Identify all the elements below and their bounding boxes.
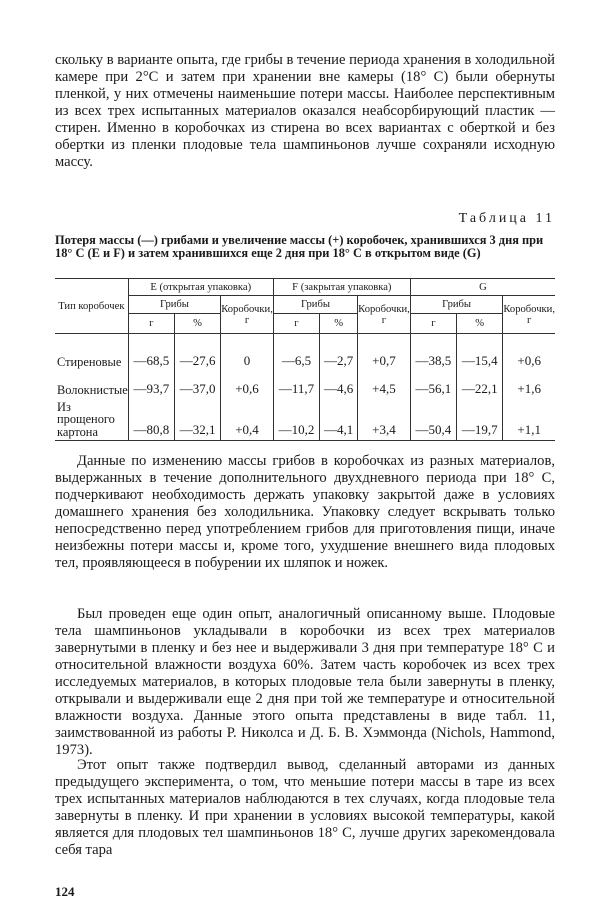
header-g-mushrooms: Грибы [410, 296, 503, 314]
cell-f-pct: —4,1 [320, 399, 358, 441]
cell-e-g: —68,5 [128, 334, 174, 371]
paragraph-1: скольку в варианте опыта, где грибы в течение периода хранения в холодильной камере при 2°С и затем при хранении вне камеры (18° С) были обернуты пленкой, у них отмечены наименьшие потери массы. Наиболее перспективным из всех трех испытанных материалов оказался неабсорбирующий пластик — стирен. Именно в коробочках из стирена во всех вариантах с оберткой и без обертки из пленки плодовые тела шампиньонов лучше сохраняли исходную массу. [55, 52, 555, 170]
header-group-e: Е (открытая упаковка) [128, 279, 273, 296]
cell-e-box: +0,6 [221, 371, 274, 399]
cell-g-pct: —22,1 [457, 371, 503, 399]
header-group-g: G [410, 279, 555, 296]
header-e-boxes: Коробочки, г [221, 296, 274, 334]
cell-f-g: —6,5 [273, 334, 319, 371]
cell-e-g: —93,7 [128, 371, 174, 399]
header-group-f: F (закрытая упаковка) [273, 279, 410, 296]
row-type: Волокнистые [57, 383, 128, 397]
header-f-mushrooms: Грибы [273, 296, 357, 314]
cell-e-pct: —32,1 [174, 399, 220, 441]
page-number: 124 [55, 884, 75, 899]
data-table [55, 278, 555, 441]
header-f-boxes: Коробочки, г [358, 296, 411, 334]
row-type: Из прощеного картона [55, 399, 128, 441]
header-e-mushrooms: Грибы [128, 296, 221, 314]
header-g-unit-g: г [410, 314, 456, 334]
cell-e-pct: —37,0 [174, 371, 220, 399]
cell-g-g: —38,5 [410, 334, 456, 371]
cell-f-pct: —2,7 [320, 334, 358, 371]
cell-g-g: —50,4 [410, 399, 456, 441]
cell-e-g: —80,8 [128, 399, 174, 441]
table-caption: Потеря массы (—) грибами и увеличение массы (+) коробочек, хранившихся 3 дня при 18° С (Е и F) и затем хранившихся еще 2 дня при 18° С в открытом виде (G) [55, 233, 544, 260]
cell-g-box: +0,6 [503, 334, 555, 371]
cell-e-pct: —27,6 [174, 334, 220, 371]
table-row [55, 371, 555, 399]
cell-f-g: —11,7 [273, 371, 319, 399]
paragraph-2: Данные по изменению массы грибов в коробочках из разных материалов, выдержанных в течение дополнительного двухдневного периода при 18° С, подчеркивают необходимость держать упаковку закрытой даже в условиях домашнего хранения без холодильника. Упаковку следует вскрывать только непосредственно перед употреблением грибов для приготовления пищи, иначе неизбежны потери массы и, кроме того, ухудшение внешнего вида плодовых тел, проявляющееся в побурении их шляпок и ножек. [55, 453, 555, 571]
row-type: Стиреновые [57, 355, 122, 369]
cell-e-box: +0,4 [221, 399, 274, 441]
cell-f-box: +0,7 [358, 334, 411, 371]
header-f-unit-pct: % [320, 314, 358, 334]
cell-g-pct: —15,4 [457, 334, 503, 371]
paragraph-4: Этот опыт также подтвердил вывод, сделанный авторами из данных предыдущего эксперимента, о том, что меньшие потери массы в таре из всех трех испытанных материалов наблюдаются в тех случаях, когда плодовые тела завернуты в пленку. И при хранении в условиях высокой температуры, какой является для плодовых тел шампиньонов 18° С, лучше других зарекомендовала себя тара [55, 757, 555, 858]
cell-f-g: —10,2 [273, 399, 319, 441]
cell-f-pct: —4,6 [320, 371, 358, 399]
table-row [55, 399, 555, 441]
cell-f-box: +3,4 [358, 399, 411, 441]
header-e-unit-g: г [128, 314, 174, 334]
cell-g-pct: —19,7 [457, 399, 503, 441]
cell-e-box: 0 [221, 334, 274, 371]
header-g-boxes: Коробочки, г [503, 296, 555, 334]
cell-f-box: +4,5 [358, 371, 411, 399]
header-e-unit-pct: % [174, 314, 220, 334]
cell-g-box: +1,1 [503, 399, 555, 441]
cell-g-g: —56,1 [410, 371, 456, 399]
header-g-unit-pct: % [457, 314, 503, 334]
paragraph-3: Был проведен еще один опыт, аналогичный описанному выше. Плодовые тела шампиньонов укладывали в коробочки из всех трех материалов завернутыми в пленку и без нее и выдерживали 3 дня при температуре 18° С и относительной влажности воздуха 60%. Затем часть коробочек из всех трех исследуемых материалов, в которых плодовые тела были завернуты в пленку, открывали и выдерживали еще 2 дня при той же температуре и относительной влажности воздуха. Данные этого опыта представлены в виде табл. 11, заимствованной из работы Р. Николса и Д. Б. В. Хэммонда (Nichols, Hammond, 1973). [55, 606, 555, 758]
cell-g-box: +1,6 [503, 371, 555, 399]
table-number: Таблица 11 [458, 211, 555, 226]
table-row [55, 334, 555, 371]
header-type: Тип коробочек [55, 279, 128, 334]
header-f-unit-g: г [273, 314, 319, 334]
